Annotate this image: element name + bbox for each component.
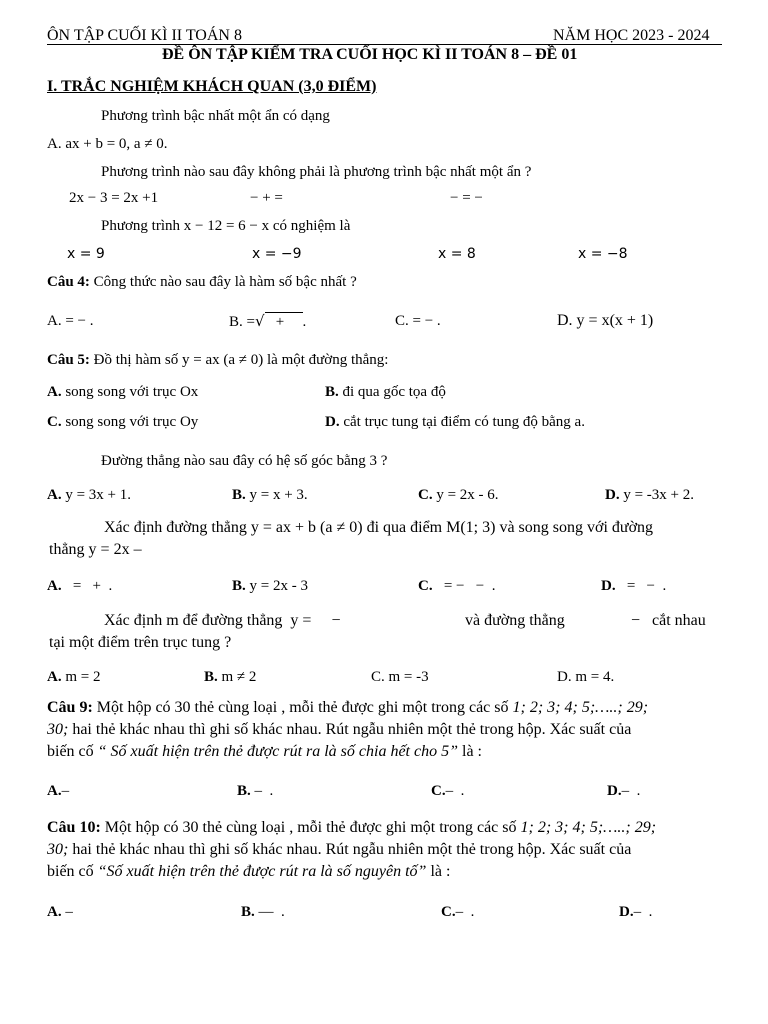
q8-part3: − cắt nhau xyxy=(631,612,706,629)
q10-b-label: B. xyxy=(241,904,255,920)
q9-line2-text: hai thẻ khác nhau thì ghi số khác nhau. Rút ngẫu nhiên một thẻ trong hộp. Xác suất của xyxy=(72,721,632,738)
q6-option-b xyxy=(232,486,308,504)
q6-option-c xyxy=(418,486,499,504)
q10-line1-text: Một hộp có 30 thẻ cùng loại , mỗi thẻ được ghi một trong các số xyxy=(104,819,517,836)
q6-option-d xyxy=(605,486,694,504)
q4-question: Công thức nào sau đây là hàm số bậc nhất ? xyxy=(93,274,357,290)
q1-option-a: A. ax + b = 0, a ≠ 0. xyxy=(47,136,168,152)
q10-option-a xyxy=(47,903,73,921)
q7-option-d xyxy=(601,577,666,595)
q7-b-text: y = 2x - 3 xyxy=(249,578,308,594)
q10-option-d xyxy=(619,903,652,921)
q10-a-label: A. xyxy=(47,904,62,920)
q8-part2: và đường thẳng xyxy=(465,612,565,629)
q4-option-d: D. y = x(x + 1) xyxy=(557,312,654,329)
q3-option-c: x = 8 xyxy=(438,246,476,262)
q9-option-d xyxy=(607,782,640,800)
q8-part1: Xác định m để đường thẳng y = − xyxy=(104,612,341,629)
q8-option-d: D. m = 4. xyxy=(557,669,615,685)
q5-d-label: D. xyxy=(325,414,340,430)
q7-a-label: A. xyxy=(47,578,62,594)
q2-option-1: 2x − 3 = 2x +1 xyxy=(69,190,159,206)
header-left: ÔN TẬP CUỐI KÌ II TOÁN 8 xyxy=(47,27,242,44)
q3-text-pre: Phương trình xyxy=(101,218,180,234)
q9-line3 xyxy=(47,743,482,761)
q3-option-d: x = −8 xyxy=(578,246,628,262)
q6-a-text: y = 3x + 1. xyxy=(65,487,132,503)
q9-a-label: A. xyxy=(47,783,62,799)
q7-d-text: = − . xyxy=(619,578,667,594)
q9-option-b xyxy=(237,782,273,800)
q7-b-label: B. xyxy=(232,578,246,594)
q5-c-text: song song với trục Oy xyxy=(65,414,199,430)
q6-c-text: y = 2x - 6. xyxy=(436,487,499,503)
q7-d-label: D. xyxy=(601,578,616,594)
q3-option-b: x = −9 xyxy=(252,246,302,262)
q10-line2-number: 30; xyxy=(47,841,69,858)
q9-line2 xyxy=(47,721,631,739)
q9-line1 xyxy=(47,699,648,717)
q7-c-label: C. xyxy=(418,578,433,594)
section-title: I. TRẮC NGHIỆM KHÁCH QUAN (3,0 ĐIỂM) xyxy=(47,78,377,95)
q10-line1 xyxy=(47,819,656,837)
q10-b-text: — . xyxy=(258,904,285,920)
page-title: ĐỀ ÔN TẬP KIỂM TRA CUỐI HỌC KÌ II TOÁN 8 – ĐỀ 01 xyxy=(162,46,578,63)
q7-c-text: = − − . xyxy=(436,578,496,594)
q4-text xyxy=(47,273,357,291)
q9-line1-numbers: 1; 2; 3; 4; 5;…..; 29; xyxy=(512,699,649,716)
q6-b-label: B. xyxy=(232,487,246,503)
q7-a-text: = + . xyxy=(65,578,113,594)
q10-d-label: D. xyxy=(619,904,634,920)
q5-option-a xyxy=(47,383,198,401)
q5-a-text: song song với trục Ox xyxy=(65,384,199,400)
q2-text: Phương trình nào sau đây không phải là phương trình bậc nhất một ẩn ? xyxy=(101,164,532,180)
q8-b-label: B. xyxy=(204,669,218,685)
q5-b-text: đi qua gốc tọa độ xyxy=(342,384,446,400)
q9-b-label: B. xyxy=(237,783,251,799)
q5-option-c xyxy=(47,413,198,431)
q6-a-label: A. xyxy=(47,487,62,503)
q5-c-label: C. xyxy=(47,414,62,430)
q4-option-c: C. = − . xyxy=(395,313,441,329)
q8-a-label: A. xyxy=(47,669,62,685)
q5-a-label: A. xyxy=(47,384,62,400)
q7-option-a xyxy=(47,577,112,595)
radical-sign-icon: √ xyxy=(254,312,265,330)
q6-b-text: y = x + 3. xyxy=(249,487,308,503)
q3-option-a: x = 9 xyxy=(67,246,105,262)
q7-option-c xyxy=(418,577,495,595)
q8-a-text: m = 2 xyxy=(65,669,101,685)
q8-option-b xyxy=(204,668,256,686)
q10-d-text: – . xyxy=(633,904,653,920)
q5-text xyxy=(47,351,388,369)
q10-line3-pre: biến cố xyxy=(47,863,94,880)
q8-b-text: m ≠ 2 xyxy=(221,669,257,685)
q10-label: Câu 10: xyxy=(47,819,101,836)
q6-d-label: D. xyxy=(605,487,620,503)
q8-line2: tại một điểm trên trục tung ? xyxy=(49,634,232,651)
q9-b-text: – . xyxy=(254,783,274,799)
q6-text: Đường thẳng nào sau đây có hệ số góc bằng 3 ? xyxy=(101,453,388,469)
q8-option-c: C. m = -3 xyxy=(371,669,429,685)
q10-line3-post: là : xyxy=(430,863,451,880)
q6-option-a xyxy=(47,486,131,504)
q9-event: “ Số xuất hiện trên thẻ được rút ra là số chia hết cho 5” xyxy=(97,743,458,760)
q10-event: “Số xuất hiện trên thẻ được rút ra là số nguyên tố” xyxy=(97,863,427,880)
q9-line2-number: 30; xyxy=(47,721,69,738)
q5-option-d xyxy=(325,413,585,431)
q2-option-2: − + = xyxy=(250,190,283,206)
q4-option-b-pre: B. = xyxy=(229,314,255,330)
q6-c-label: C. xyxy=(418,487,433,503)
q1-text: Phương trình bậc nhất một ẩn có dạng xyxy=(101,108,330,124)
q10-line3 xyxy=(47,863,450,881)
q4-option-b xyxy=(229,312,306,331)
q9-line1-text: Một hộp có 30 thẻ cùng loại , mỗi thẻ được ghi một trong các số xyxy=(96,699,509,716)
q10-a-text: – xyxy=(65,904,73,920)
q9-option-a xyxy=(47,782,69,800)
q10-c-text: – . xyxy=(455,904,475,920)
q10-option-b xyxy=(241,903,285,921)
q9-c-text: – . xyxy=(445,783,465,799)
q2-option-3: − = − xyxy=(450,190,483,206)
q10-option-c xyxy=(441,903,474,921)
q9-option-c xyxy=(431,782,464,800)
q4-option-b-post: . xyxy=(302,314,307,330)
q3-text-post: có nghiệm là xyxy=(272,218,351,234)
q9-c-label: C. xyxy=(431,783,446,799)
q7-line1: Xác định đường thẳng y = ax + b (a ≠ 0) đi qua điểm M(1; 3) và song song với đường xyxy=(104,519,654,536)
q9-line3-post: là : xyxy=(462,743,482,760)
q9-a-text: – xyxy=(61,783,70,799)
q3-text xyxy=(101,217,350,235)
q3-equation: x − 12 = 6 − x xyxy=(183,218,270,234)
q10-c-label: C. xyxy=(441,904,456,920)
q10-line1-numbers: 1; 2; 3; 4; 5;…..; 29; xyxy=(520,819,657,836)
q7-option-b xyxy=(232,577,308,595)
header-divider xyxy=(47,44,722,45)
q4-option-b-radicand: + xyxy=(265,312,303,331)
q10-line2 xyxy=(47,841,631,859)
q5-question: Đồ thị hàm số y = ax (a ≠ 0) là một đường thẳng: xyxy=(93,352,389,368)
q5-b-label: B. xyxy=(325,384,339,400)
header-right: NĂM HỌC 2023 - 2024 xyxy=(553,27,710,44)
q9-line3-pre: biến cố xyxy=(47,743,94,760)
q9-d-label: D. xyxy=(607,783,622,799)
q6-d-text: y = -3x + 2. xyxy=(623,487,695,503)
q9-label: Câu 9: xyxy=(47,699,93,716)
q5-label: Câu 5: xyxy=(47,352,90,368)
q8-option-a xyxy=(47,668,100,686)
q7-line2: thẳng y = 2x – xyxy=(49,541,142,558)
q4-label: Câu 4: xyxy=(47,274,90,290)
q5-option-b xyxy=(325,383,446,401)
q9-d-text: – . xyxy=(621,783,641,799)
q10-line2-text: hai thẻ khác nhau thì ghi số khác nhau. Rút ngẫu nhiên một thẻ trong hộp. Xác suất của xyxy=(72,841,632,858)
q5-d-text: cắt trục tung tại điểm có tung độ bằng a. xyxy=(343,414,585,430)
q4-option-a: A. = − . xyxy=(47,313,94,329)
